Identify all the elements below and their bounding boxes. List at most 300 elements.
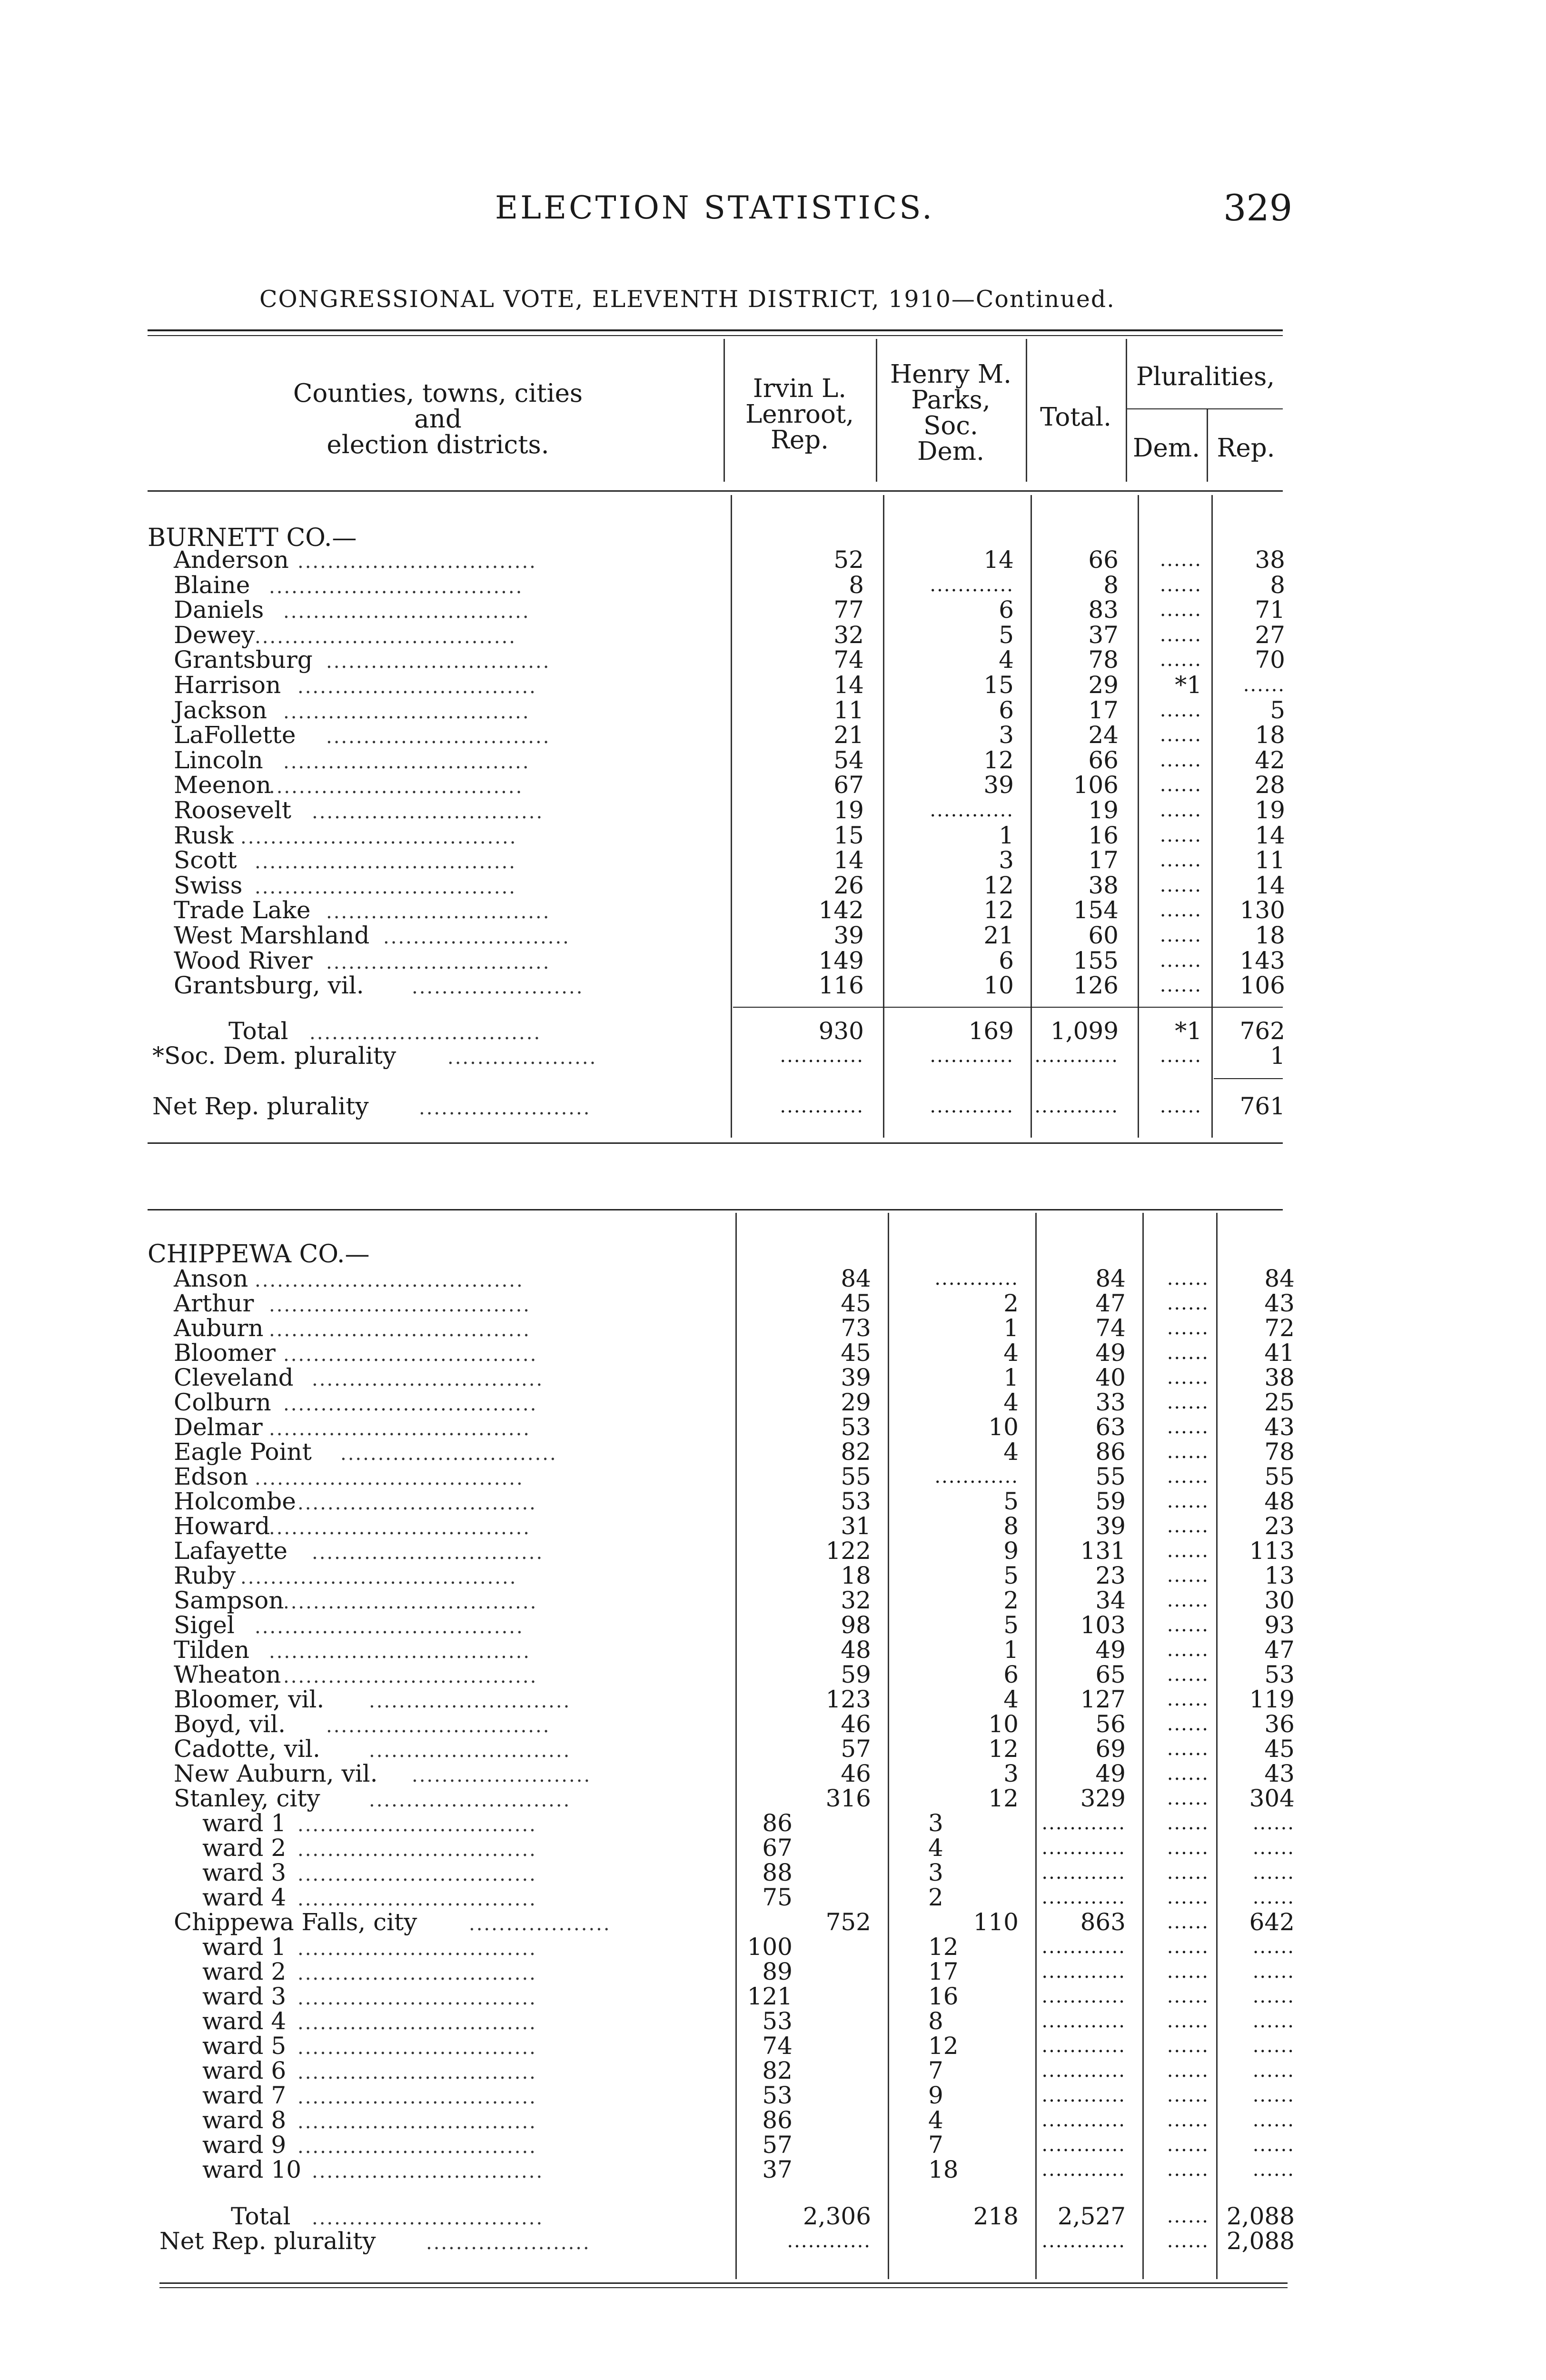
rep-plurality-cell: 43 — [1264, 1760, 1295, 1787]
table-row — [152, 2032, 1295, 2060]
parks-cell: 15 — [983, 671, 1014, 699]
row-label: Colburn — [174, 1388, 271, 1416]
rep-plurality-cell: 72 — [1264, 1314, 1295, 1342]
dem-plurality-cell: ...... — [1167, 1515, 1209, 1537]
table-row — [152, 1735, 1295, 1763]
dem-plurality-cell: ...... — [1167, 1787, 1209, 1809]
total-cell: ............ — [1041, 2134, 1126, 2156]
dem-plurality-cell: ...... — [1160, 974, 1202, 997]
rep-plurality-cell: ...... — [1252, 1862, 1295, 1884]
header-parks-line: Henry M. — [890, 360, 1011, 389]
parks-cell: 1 — [1003, 1364, 1019, 1391]
dem-plurality-cell: ...... — [1160, 924, 1202, 946]
row-label: ward 10 — [202, 2156, 302, 2183]
parks-cell: 21 — [983, 922, 1014, 949]
leader-dots: ................................ — [297, 2037, 537, 2059]
dem-plurality-cell: ...... — [1160, 699, 1202, 721]
parks-cell: 4 — [999, 646, 1014, 674]
leader-dots: ............................... — [312, 2207, 544, 2229]
row-label: Meenon — [174, 771, 271, 799]
row-label: Tilden — [174, 1636, 250, 1664]
lenroot-cell: 98 — [841, 1611, 871, 1639]
total-cell: 103 — [1080, 1611, 1126, 1639]
rep-plurality-cell: ...... — [1252, 2084, 1295, 2106]
total-cell: 8 — [1103, 571, 1119, 599]
dem-plurality-cell: ...... — [1160, 649, 1202, 671]
table-row — [152, 547, 1290, 572]
header-lenroot-line: Lenroot, — [745, 400, 854, 429]
dem-plurality-cell: ...... — [1160, 624, 1202, 646]
leader-dots: .................................... — [255, 1269, 524, 1291]
lenroot-cell: 8 — [849, 571, 864, 599]
rep-plurality-cell: 78 — [1264, 1438, 1295, 1466]
rep-plurality-cell: ...... — [1252, 2035, 1295, 2057]
lenroot-cell: 74 — [833, 646, 864, 674]
row-label: Blaine — [174, 571, 250, 599]
rep-plurality-cell: 119 — [1249, 1686, 1295, 1713]
chippewa-top-rule — [148, 1209, 1283, 1210]
total-cell: 16 — [1088, 821, 1119, 849]
rep-plurality-cell: 70 — [1255, 646, 1285, 674]
parks-cell: 110 — [973, 1908, 1019, 1936]
total-cell: 38 — [1088, 871, 1119, 899]
lenroot-cell: 14 — [833, 846, 864, 874]
total-cell: 59 — [1095, 1488, 1126, 1515]
total-cell: ............ — [1041, 2060, 1126, 2082]
row-label: Total — [231, 2202, 291, 2230]
leader-dots: .............................. — [326, 901, 551, 923]
dem-plurality-cell: ...... — [1160, 549, 1202, 571]
lenroot-cell: 930 — [818, 1017, 864, 1045]
total-cell: 56 — [1095, 1710, 1126, 1738]
row-label: Anson — [174, 1265, 248, 1292]
table-row — [152, 1809, 1295, 1837]
parks-cell: ............ — [930, 799, 1014, 821]
total-cell: 329 — [1080, 1785, 1126, 1812]
rep-plurality-cell: 53 — [1264, 1661, 1295, 1688]
table-row — [152, 1488, 1295, 1515]
table-row — [152, 698, 1290, 723]
leader-dots: .............................. — [326, 1715, 551, 1737]
ward-parks-cell: 7 — [928, 2057, 943, 2084]
total-cell: ............ — [1041, 2230, 1126, 2252]
total-cell: 84 — [1095, 1265, 1126, 1292]
total-cell: 40 — [1095, 1364, 1126, 1391]
table-row — [152, 1512, 1295, 1540]
row-label: Holcombe — [174, 1488, 296, 1515]
rep-plurality-cell: 761 — [1239, 1092, 1285, 1120]
ward-lenroot-cell: 89 — [762, 1958, 793, 1985]
lenroot-cell: 46 — [841, 1760, 871, 1787]
total-cell: 49 — [1095, 1339, 1126, 1367]
lenroot-cell: 316 — [825, 1785, 871, 1812]
dem-plurality-cell: ...... — [1160, 1095, 1202, 1117]
rep-plurality-cell: ...... — [1252, 1837, 1295, 1859]
total-cell: ............ — [1034, 1095, 1119, 1117]
row-label: Scott — [174, 846, 237, 874]
ward-parks-cell: 8 — [928, 2007, 943, 2035]
parks-cell: 5 — [999, 621, 1014, 649]
total-cell: 65 — [1095, 1661, 1126, 1688]
leader-dots: ................................... — [255, 851, 517, 873]
lenroot-cell: 84 — [841, 1265, 871, 1292]
row-label: ward 3 — [202, 1983, 287, 2010]
burnett-total-rule — [733, 1007, 1283, 1008]
parks-cell: 12 — [983, 896, 1014, 924]
row-label: Wood River — [174, 946, 313, 974]
header-lenroot-line: Rep. — [770, 426, 829, 455]
row-label: Roosevelt — [174, 796, 292, 824]
rep-plurality-cell: ...... — [1243, 674, 1285, 696]
leader-dots: .............................. — [326, 951, 551, 973]
rep-plurality-cell: ...... — [1252, 2109, 1295, 2131]
lenroot-cell: 122 — [825, 1537, 871, 1565]
leader-dots: ................................... — [255, 876, 517, 898]
total-cell: 154 — [1073, 896, 1119, 924]
total-cell: ............ — [1041, 2159, 1126, 2181]
leader-dots: .................................. — [269, 776, 524, 798]
leader-dots: ................................ — [297, 676, 537, 698]
table-row — [152, 848, 1290, 873]
header-divider — [1207, 409, 1208, 482]
leader-dots: ................................ — [297, 1492, 537, 1514]
table-row — [152, 1933, 1295, 1961]
total-cell: 78 — [1088, 646, 1119, 674]
dem-plurality-cell: ...... — [1167, 1614, 1209, 1636]
total-cell: ............ — [1041, 1886, 1126, 1908]
table-row — [152, 2156, 1295, 2183]
table-row — [152, 748, 1290, 773]
lenroot-cell: 752 — [825, 1908, 871, 1936]
ward-parks-cell: 12 — [928, 2032, 959, 2060]
table-row — [152, 2106, 1295, 2134]
lenroot-cell: 67 — [833, 771, 864, 799]
ward-lenroot-cell: 67 — [762, 1834, 793, 1862]
ward-parks-cell: 7 — [928, 2131, 943, 2159]
burnett-net-rule — [1214, 1078, 1283, 1079]
dem-plurality-cell: ...... — [1160, 1045, 1202, 1067]
lenroot-cell: 123 — [825, 1686, 871, 1713]
row-label: Sigel — [174, 1611, 235, 1639]
rep-plurality-cell: ...... — [1252, 1961, 1295, 1983]
rep-plurality-cell: 93 — [1264, 1611, 1295, 1639]
ward-parks-cell: 2 — [928, 1884, 943, 1911]
rep-plurality-cell: 113 — [1249, 1537, 1295, 1565]
chippewa-bottom-rule-2 — [159, 2287, 1288, 2288]
lenroot-cell: ............ — [780, 1095, 864, 1117]
rep-plurality-cell: 8 — [1270, 571, 1285, 599]
ward-parks-cell: 4 — [928, 1834, 943, 1862]
rep-plurality-cell: 38 — [1255, 546, 1285, 574]
total-cell: 86 — [1095, 1438, 1126, 1466]
total-cell: 55 — [1095, 1463, 1126, 1490]
rep-plurality-cell: 2,088 — [1226, 2202, 1295, 2230]
ward-lenroot-cell: 82 — [762, 2057, 793, 2084]
total-cell: 2,527 — [1057, 2202, 1126, 2230]
ward-lenroot-cell: 121 — [747, 1983, 793, 2010]
parks-cell: 12 — [988, 1735, 1019, 1763]
total-cell: 155 — [1073, 946, 1119, 974]
leader-dots: .................................. — [283, 1393, 538, 1415]
dem-plurality-cell: ...... — [1167, 1268, 1209, 1289]
rep-plurality-cell: 41 — [1264, 1339, 1295, 1367]
rep-plurality-cell: 13 — [1264, 1562, 1295, 1589]
rep-plurality-cell: 43 — [1264, 1413, 1295, 1441]
row-label: Sampson — [174, 1587, 284, 1614]
lenroot-cell: 48 — [841, 1636, 871, 1664]
total-cell: 33 — [1095, 1388, 1126, 1416]
section-separator-rule — [148, 1142, 1283, 1144]
leader-dots: ................................. — [283, 701, 530, 723]
leader-dots: ................................... — [269, 1418, 531, 1440]
row-label: Edson — [174, 1463, 248, 1490]
total-cell: 126 — [1073, 972, 1119, 1000]
table-row — [152, 1859, 1295, 1886]
table-row — [152, 1314, 1295, 1342]
ward-lenroot-cell: 74 — [762, 2032, 793, 2060]
rep-plurality-cell: 71 — [1255, 596, 1285, 624]
leader-dots: .................................... — [255, 1616, 524, 1638]
row-label: Swiss — [174, 871, 243, 899]
row-label: ward 3 — [202, 1859, 287, 1886]
total-cell: 1,099 — [1050, 1017, 1119, 1045]
rep-plurality-cell: ...... — [1252, 2060, 1295, 2082]
parks-cell: 3 — [999, 846, 1014, 874]
table-row — [152, 1661, 1295, 1688]
dem-plurality-cell: ...... — [1167, 1292, 1209, 1314]
lenroot-cell: 31 — [841, 1512, 871, 1540]
row-label: ward 1 — [202, 1933, 287, 1961]
rep-plurality-cell: ...... — [1252, 1936, 1295, 1958]
leader-dots: ................................ — [297, 551, 537, 573]
rep-plurality-cell: 5 — [1270, 696, 1285, 724]
table-row — [152, 2057, 1295, 2084]
dem-plurality-cell: ...... — [1167, 1812, 1209, 1834]
table-row — [152, 1760, 1295, 1787]
lenroot-cell: 59 — [841, 1661, 871, 1688]
row-label: Anderson — [174, 546, 289, 574]
total-cell: 39 — [1095, 1512, 1126, 1540]
table-row — [152, 723, 1290, 747]
rep-plurality-cell: 1 — [1270, 1042, 1285, 1070]
lenroot-cell: 15 — [833, 821, 864, 849]
lenroot-cell: 77 — [833, 596, 864, 624]
row-label: Cadotte, vil. — [174, 1735, 320, 1763]
lenroot-cell: 52 — [833, 546, 864, 574]
leader-dots: ................................... — [269, 1517, 531, 1539]
total-cell: 60 — [1088, 922, 1119, 949]
rep-plurality-cell: 47 — [1264, 1636, 1295, 1664]
parks-cell: 8 — [1003, 1512, 1019, 1540]
dem-plurality-cell: ...... — [1167, 2134, 1209, 2156]
dem-plurality-cell: ...... — [1160, 824, 1202, 846]
lenroot-cell: 2,306 — [803, 2202, 871, 2230]
parks-cell: 39 — [983, 771, 1014, 799]
dem-plurality-cell: ...... — [1167, 1862, 1209, 1884]
dem-plurality-cell: ...... — [1160, 574, 1202, 596]
ward-lenroot-cell: 37 — [762, 2156, 793, 2183]
leader-dots: ................................ — [297, 2136, 537, 2158]
dem-plurality-cell: ...... — [1167, 1565, 1209, 1587]
chippewa-title: CHIPPEWA CO.— — [148, 1240, 370, 1269]
row-label: Lincoln — [174, 746, 263, 774]
parks-cell: 12 — [988, 1785, 1019, 1812]
rep-plurality-cell: 48 — [1264, 1488, 1295, 1515]
dem-plurality-cell: ...... — [1167, 1490, 1209, 1512]
total-cell: 66 — [1088, 746, 1119, 774]
dem-plurality-cell: ...... — [1167, 1985, 1209, 2007]
lenroot-cell: 19 — [833, 796, 864, 824]
lenroot-cell: 82 — [841, 1438, 871, 1466]
row-label: Eagle Point — [174, 1438, 312, 1466]
rep-plurality-cell: 143 — [1239, 946, 1285, 974]
row-label: Net Rep. plurality — [159, 2227, 376, 2255]
parks-cell: 6 — [1003, 1661, 1019, 1688]
leader-dots: ................................ — [297, 2062, 537, 2083]
dem-plurality-cell: ...... — [1160, 849, 1202, 872]
total-cell: ............ — [1041, 1936, 1126, 1958]
lenroot-cell: ............ — [787, 2230, 871, 2252]
header-counties-line: Counties, towns, cities — [293, 379, 583, 408]
row-label: Trade Lake — [174, 896, 311, 924]
table-row — [152, 597, 1290, 622]
leader-dots: ................................... — [269, 1319, 531, 1341]
total-cell: ............ — [1041, 1961, 1126, 1983]
total-cell: ............ — [1041, 1985, 1126, 2007]
table-row — [152, 1289, 1295, 1317]
leader-dots: ................................ — [297, 1864, 537, 1885]
lenroot-cell: 18 — [841, 1562, 871, 1589]
header-dem: Dem. — [1133, 434, 1200, 463]
row-label: ward 9 — [202, 2131, 287, 2159]
parks-cell: 4 — [1003, 1438, 1019, 1466]
lenroot-cell: 116 — [818, 972, 864, 1000]
header-divider — [876, 339, 877, 482]
rep-plurality-cell: 18 — [1255, 922, 1285, 949]
dem-plurality-cell: ...... — [1160, 874, 1202, 896]
leader-dots: ................................ — [297, 1814, 537, 1836]
header-top-rule-2 — [148, 335, 1283, 336]
total-cell: 83 — [1088, 596, 1119, 624]
table-row — [152, 623, 1290, 647]
table-row — [152, 973, 1290, 998]
rep-plurality-cell: 28 — [1255, 771, 1285, 799]
table-row — [152, 1562, 1295, 1589]
header-parks-line: Dem. — [917, 437, 984, 466]
row-label: Dewey — [174, 621, 255, 649]
row-label: ward 4 — [202, 2007, 287, 2035]
rep-plurality-cell: 55 — [1264, 1463, 1295, 1490]
parks-cell: 1 — [999, 821, 1014, 849]
table-row — [152, 1884, 1295, 1911]
leader-dots: ........................... — [369, 1789, 571, 1811]
lenroot-cell: 39 — [841, 1364, 871, 1391]
total-cell: 106 — [1073, 771, 1119, 799]
table-title: CONGRESSIONAL VOTE, ELEVENTH DISTRICT, 1910—Continued. — [259, 286, 1115, 313]
total-cell: ............ — [1041, 1862, 1126, 1884]
rep-plurality-cell: 14 — [1255, 821, 1285, 849]
dem-plurality-cell: ...... — [1167, 2230, 1209, 2252]
dem-plurality-cell: ...... — [1167, 1416, 1209, 1438]
leader-dots: ........................ — [412, 1765, 592, 1786]
row-label: Auburn — [174, 1314, 264, 1342]
table-row — [152, 573, 1290, 597]
total-cell: 74 — [1095, 1314, 1126, 1342]
ward-parks-cell: 4 — [928, 2106, 943, 2134]
row-label: *Soc. Dem. plurality — [152, 1042, 396, 1070]
row-label: ward 5 — [202, 2032, 287, 2060]
lenroot-cell: 46 — [841, 1710, 871, 1738]
total-cell: ............ — [1041, 2109, 1126, 2131]
burnett-title: BURNETT CO.— — [148, 524, 357, 552]
ward-parks-cell: 12 — [928, 1933, 959, 1961]
lenroot-cell: 45 — [841, 1289, 871, 1317]
table-row — [152, 1463, 1295, 1490]
total-cell: 34 — [1095, 1587, 1126, 1614]
table-row — [152, 773, 1290, 797]
leader-dots: ............................... — [312, 1542, 544, 1564]
total-cell: ............ — [1034, 1045, 1119, 1067]
dem-plurality-cell: *1 — [1175, 1017, 1202, 1045]
leader-dots: ................................. — [283, 751, 530, 773]
total-cell: 19 — [1088, 796, 1119, 824]
leader-dots: .................................... — [255, 1468, 524, 1489]
header-parks-line: Parks, — [911, 386, 991, 415]
rep-plurality-cell: 2,088 — [1226, 2227, 1295, 2255]
dem-plurality-cell: ...... — [1167, 2060, 1209, 2082]
total-cell: 49 — [1095, 1760, 1126, 1787]
header-parks — [878, 362, 1023, 465]
lenroot-cell: 73 — [841, 1314, 871, 1342]
parks-cell: 3 — [999, 721, 1014, 749]
table-row — [152, 873, 1290, 898]
table-row — [152, 1636, 1295, 1664]
rep-plurality-cell: ...... — [1252, 1812, 1295, 1834]
parks-cell: 2 — [1003, 1289, 1019, 1317]
table-row — [152, 1265, 1295, 1292]
dem-plurality-cell: ...... — [1167, 1466, 1209, 1488]
row-label: ward 2 — [202, 1958, 287, 1985]
parks-cell: 3 — [1003, 1760, 1019, 1787]
parks-cell: 218 — [973, 2202, 1019, 2230]
dem-plurality-cell: ...... — [1167, 1342, 1209, 1364]
dem-plurality-cell: ...... — [1160, 799, 1202, 821]
table-row — [152, 898, 1290, 922]
table-row — [152, 1834, 1295, 1862]
parks-cell: ............ — [930, 1095, 1014, 1117]
total-cell: 24 — [1088, 721, 1119, 749]
row-label: Arthur — [174, 1289, 254, 1317]
rep-plurality-cell: 19 — [1255, 796, 1285, 824]
dem-plurality-cell: ...... — [1167, 2159, 1209, 2181]
row-label: ward 1 — [202, 1809, 287, 1837]
parks-cell: 10 — [988, 1413, 1019, 1441]
leader-dots: ................................... — [269, 1641, 531, 1663]
row-label: Rusk — [174, 821, 234, 849]
row-label: Bloomer — [174, 1339, 276, 1367]
header-counties-line: and — [414, 405, 462, 434]
rep-plurality-cell: 42 — [1255, 746, 1285, 774]
dem-plurality-cell: ...... — [1160, 949, 1202, 972]
row-label: Jackson — [174, 696, 268, 724]
dem-plurality-cell: ...... — [1167, 2084, 1209, 2106]
dem-plurality-cell: ...... — [1167, 1391, 1209, 1413]
table-row — [152, 1908, 1295, 1936]
leader-dots: .................................. — [283, 1666, 538, 1687]
running-head: ELECTION STATISTICS. — [495, 189, 935, 226]
total-cell: ............ — [1041, 2035, 1126, 2057]
lenroot-cell: 45 — [841, 1339, 871, 1367]
